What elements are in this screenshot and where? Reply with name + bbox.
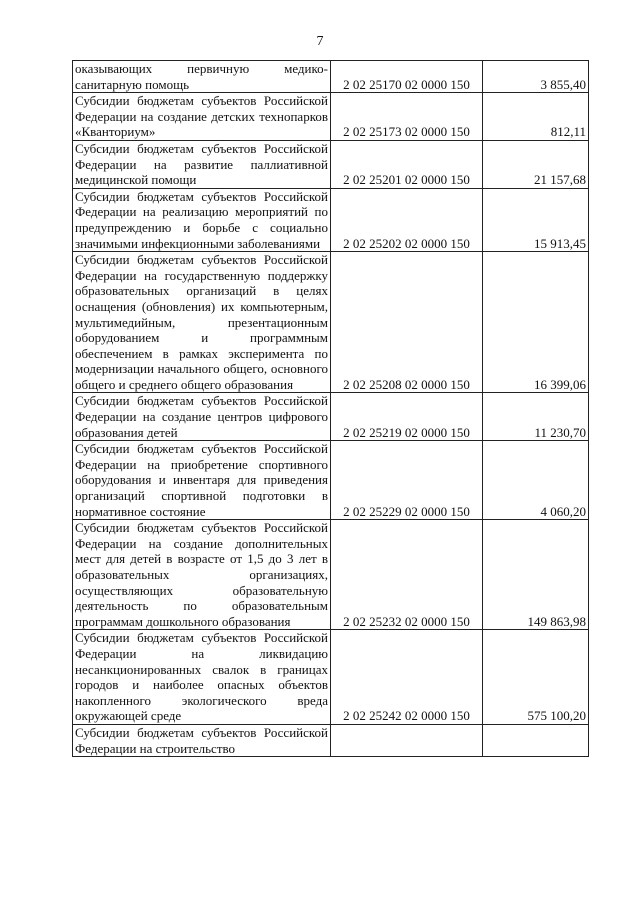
row-description: Субсидии бюджетам субъектов Российской Федерации на ликвидацию несанкционированных свалок в границах городов и наиболее опасных объектов накопленного экологического вреда окружающей среде bbox=[73, 630, 331, 725]
row-description: оказывающих первичную медико-санитарную помощь bbox=[73, 61, 331, 93]
budget-table bbox=[72, 60, 589, 757]
row-amount: 21 157,68 bbox=[483, 140, 589, 188]
row-budget-code: 2 02 25208 02 0000 150 bbox=[331, 252, 483, 393]
row-amount: 3 855,40 bbox=[483, 61, 589, 93]
row-amount: 812,11 bbox=[483, 93, 589, 141]
row-amount: 149 863,98 bbox=[483, 520, 589, 630]
table-row bbox=[73, 140, 589, 188]
row-description: Субсидии бюджетам субъектов Российской Федерации на строительство bbox=[73, 724, 331, 756]
row-budget-code: 2 02 25201 02 0000 150 bbox=[331, 140, 483, 188]
page-number: 7 bbox=[316, 34, 324, 49]
table-row bbox=[73, 188, 589, 251]
row-amount: 4 060,20 bbox=[483, 441, 589, 520]
row-budget-code: 2 02 25242 02 0000 150 bbox=[331, 630, 483, 725]
table-row bbox=[73, 441, 589, 520]
table-row bbox=[73, 520, 589, 630]
row-budget-code: 2 02 25202 02 0000 150 bbox=[331, 188, 483, 251]
table-row bbox=[73, 724, 589, 756]
row-budget-code: 2 02 25173 02 0000 150 bbox=[331, 93, 483, 141]
table-row bbox=[73, 61, 589, 93]
row-description: Субсидии бюджетам субъектов Российской Федерации на государственную поддержку образовательных организаций в целях оснащения (обновления) их компьютерным, мультимедийным, презентационным оборудованием и программным обеспечением в рамках эксперимента по модернизации начального общего, основного общего и среднего общего образования bbox=[73, 252, 331, 393]
row-budget-code: 2 02 25219 02 0000 150 bbox=[331, 393, 483, 441]
row-amount: 575 100,20 bbox=[483, 630, 589, 725]
row-description: Субсидии бюджетам субъектов Российской Федерации на создание центров цифрового образования детей bbox=[73, 393, 331, 441]
table-row bbox=[73, 252, 589, 393]
row-amount: 15 913,45 bbox=[483, 188, 589, 251]
row-description: Субсидии бюджетам субъектов Российской Федерации на создание детских технопарков «Кванториум» bbox=[73, 93, 331, 141]
row-amount: 11 230,70 bbox=[483, 393, 589, 441]
row-description: Субсидии бюджетам субъектов Российской Федерации на приобретение спортивного оборудования и инвентаря для приведения организаций спортивной подготовки в нормативное состояние bbox=[73, 441, 331, 520]
row-description: Субсидии бюджетам субъектов Российской Федерации на реализацию мероприятий по предупреждению и борьбе с социально значимыми инфекционными заболеваниями bbox=[73, 188, 331, 251]
row-amount bbox=[483, 724, 589, 756]
table-row bbox=[73, 93, 589, 141]
row-budget-code: 2 02 25170 02 0000 150 bbox=[331, 61, 483, 93]
row-description: Субсидии бюджетам субъектов Российской Федерации на создание дополнительных мест для детей в возрасте от 1,5 до 3 лет в образовательных организациях, осуществляющих образовательную деятельность по образовательным программам дошкольного образования bbox=[73, 520, 331, 630]
row-budget-code bbox=[331, 724, 483, 756]
row-budget-code: 2 02 25232 02 0000 150 bbox=[331, 520, 483, 630]
table-row bbox=[73, 393, 589, 441]
row-description: Субсидии бюджетам субъектов Российской Федерации на развитие паллиативной медицинской помощи bbox=[73, 140, 331, 188]
row-budget-code: 2 02 25229 02 0000 150 bbox=[331, 441, 483, 520]
row-amount: 16 399,06 bbox=[483, 252, 589, 393]
table-row bbox=[73, 630, 589, 725]
